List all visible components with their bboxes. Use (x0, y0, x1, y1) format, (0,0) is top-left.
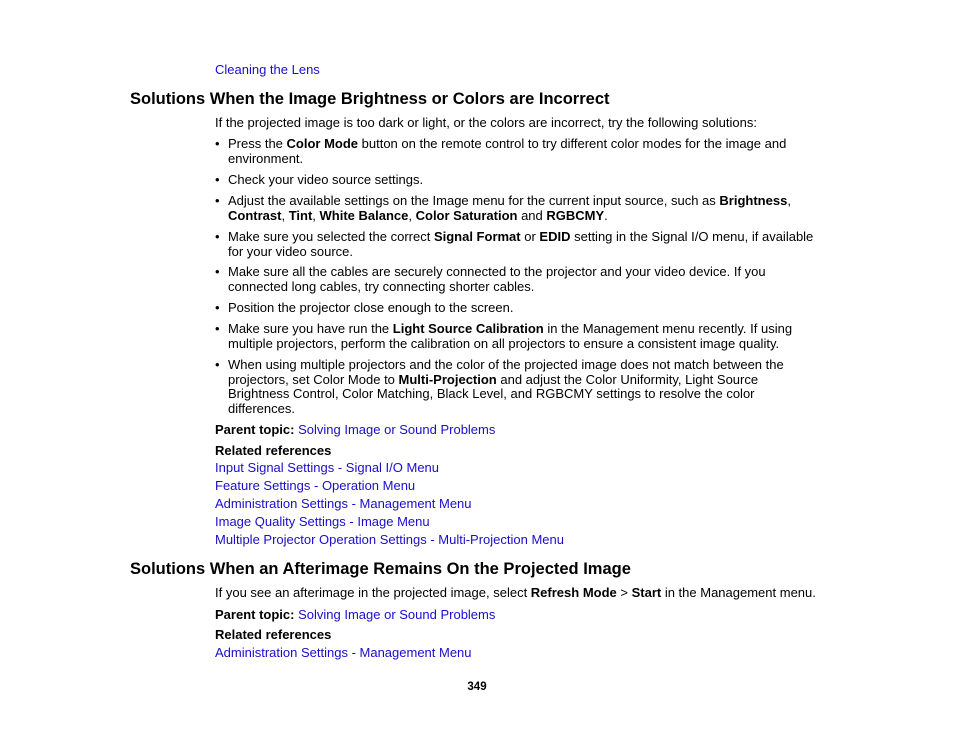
bold-term: EDID (539, 229, 571, 244)
text-segment: , (281, 207, 289, 223)
text-segment: setting in the Signal I/O menu, if available (570, 229, 814, 244)
list-item-text (228, 137, 820, 166)
section-heading-brightness-colors: Solutions When the Image Brightness or Colors are Incorrect (130, 90, 610, 108)
text-segment: Make sure all the cables are securely connected to the projector and your video device. If you (228, 264, 766, 279)
related-references-heading: Related references (215, 627, 332, 642)
bold-term: Brightness (719, 193, 788, 208)
list-item-text (228, 358, 820, 416)
afterimage-text (215, 586, 835, 601)
bold-term: Contrast (228, 207, 282, 223)
text-segment: or (520, 229, 540, 244)
bullet-icon: • (215, 229, 220, 244)
list-item-text (228, 265, 820, 294)
list-item-text: Position the projector close enough to the screen. (228, 300, 514, 315)
text-segment: > (616, 585, 632, 600)
related-link-image-quality-settings[interactable]: Image Quality Settings - Image Menu (215, 514, 430, 529)
text-segment: differences. (228, 400, 295, 416)
text-segment: and (517, 207, 547, 223)
parent-topic (215, 422, 835, 438)
parent-topic (215, 607, 835, 623)
text-segment: Make sure you have run the (228, 321, 393, 336)
related-references-heading: Related references (215, 443, 332, 458)
related-link-administration-settings[interactable]: Administration Settings - Management Menu (215, 645, 472, 660)
bullet-icon: • (215, 136, 220, 151)
text-segment: and adjust the Color Uniformity, Light Source (496, 371, 759, 387)
text-segment: , (787, 193, 791, 208)
bold-term: Color Saturation (415, 207, 518, 223)
bold-term: RGBCMY (546, 207, 605, 223)
bold-term: Color Mode (286, 136, 359, 151)
parent-topic-label: Parent topic: (215, 422, 295, 437)
related-link-administration-settings[interactable]: Administration Settings - Management Menu (215, 496, 472, 511)
text-segment: , (312, 207, 320, 223)
bold-term: Tint (288, 207, 313, 223)
text-segment: Press the (228, 136, 287, 151)
text-segment: If you see an afterimage in the projected image, select (215, 585, 531, 600)
list-item-text (228, 230, 820, 259)
text-segment: multiple projectors, perform the calibration on all projectors to ensure a consistent image quality. (228, 335, 780, 351)
related-link-multi-projector-settings[interactable]: Multiple Projector Operation Settings - Multi-Projection Menu (215, 532, 564, 547)
text-segment: . (604, 207, 608, 223)
bold-term: White Balance (319, 207, 409, 223)
text-segment: in the Management menu recently. If using (543, 321, 793, 336)
bold-term: Start (631, 585, 662, 600)
list-item-text (228, 322, 820, 351)
text-segment: environment. (228, 150, 304, 166)
bullet-icon: • (215, 193, 220, 208)
text-segment: Make sure you selected the correct (228, 229, 434, 244)
parent-topic-link[interactable]: Solving Image or Sound Problems (298, 607, 496, 622)
related-link-input-signal-settings[interactable]: Input Signal Settings - Signal I/O Menu (215, 460, 440, 475)
bullet-icon: • (215, 300, 220, 315)
bold-term: Signal Format (433, 229, 521, 244)
bold-term: Light Source Calibration (392, 321, 544, 336)
bullet-icon: • (215, 321, 220, 336)
bullet-icon: • (215, 357, 220, 372)
text-segment: for your video source. (228, 243, 354, 259)
bold-term: Refresh Mode (530, 585, 617, 600)
parent-topic-link[interactable]: Solving Image or Sound Problems (298, 422, 496, 437)
link-cleaning-the-lens[interactable]: Cleaning the Lens (215, 62, 320, 77)
intro-text: If the projected image is too dark or light, or the colors are incorrect, try the following solutions: (215, 115, 757, 130)
bullet-icon: • (215, 264, 220, 279)
section-heading-afterimage: Solutions When an Afterimage Remains On the Projected Image (130, 560, 631, 578)
parent-topic-label: Parent topic: (215, 607, 295, 622)
text-segment: connected long cables, try connecting shorter cables. (228, 278, 535, 294)
text-segment: Brightness Control, Color Matching, Black Level, and RGBCMY settings to resolve the color (228, 386, 755, 401)
text-segment: projectors, set Color Mode to (228, 371, 399, 387)
text-segment: in the Management menu. (661, 585, 816, 600)
text-segment: When using multiple projectors and the color of the projected image does not match between the (228, 357, 784, 372)
list-item-text: Check your video source settings. (228, 172, 424, 187)
bullet-icon: • (215, 172, 220, 187)
page-number: 349 (467, 681, 487, 693)
list-item-text (228, 194, 820, 223)
text-segment: Adjust the available settings on the Image menu for the current input source, such as (228, 193, 720, 208)
text-segment: button on the remote control to try different color modes for the image and (358, 136, 787, 151)
text-segment: , (408, 207, 416, 223)
bold-term: Multi-Projection (398, 371, 497, 387)
related-link-feature-settings[interactable]: Feature Settings - Operation Menu (215, 478, 416, 493)
